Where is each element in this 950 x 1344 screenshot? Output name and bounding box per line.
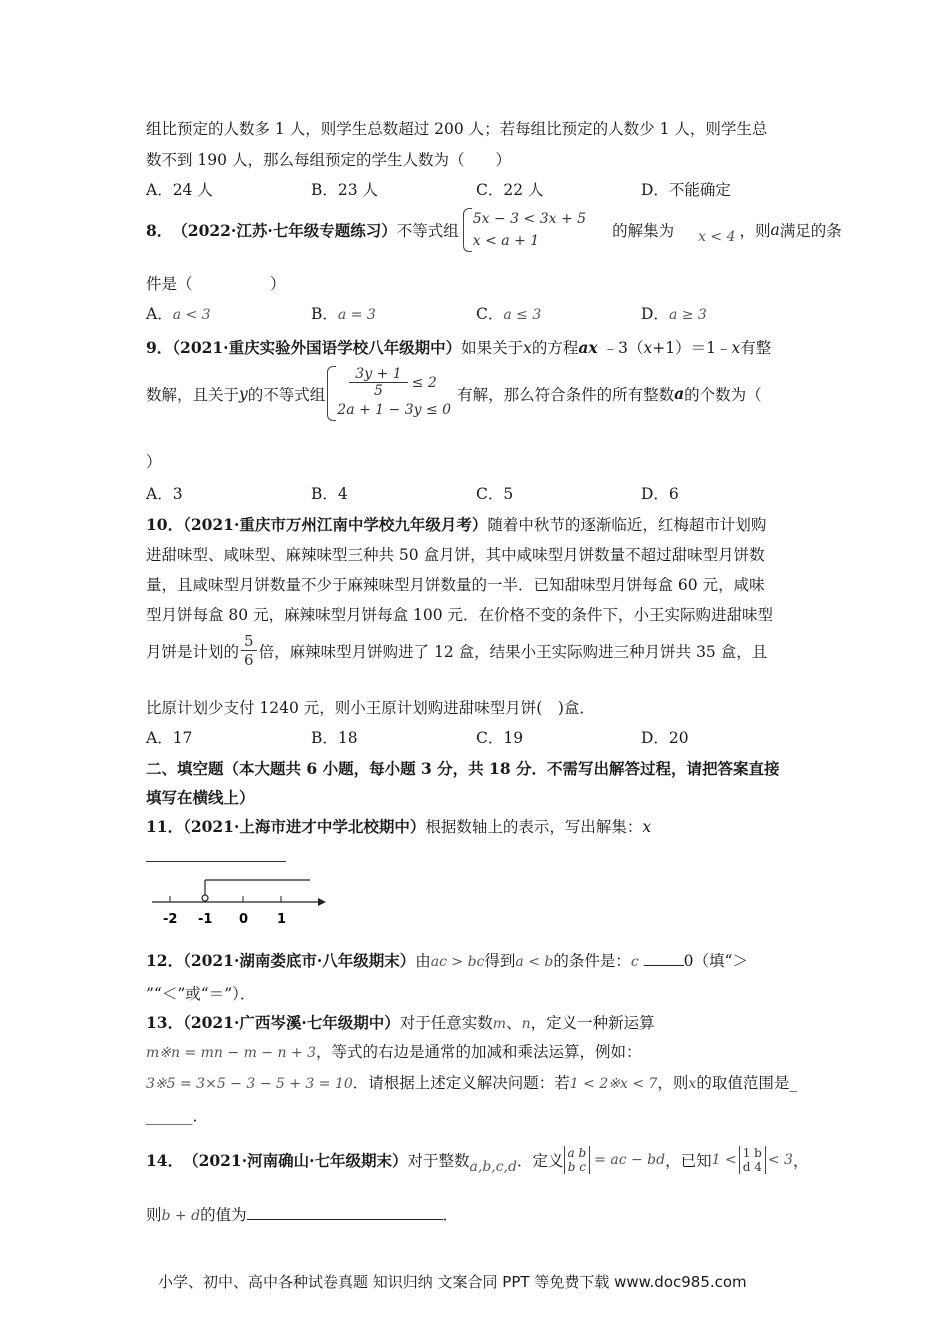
q11-tick-label: 1 <box>277 912 287 927</box>
q14-determinant: a b b c <box>564 1146 591 1174</box>
q8-stem <box>146 208 842 252</box>
q10-stem: 10．（2021·重庆市万州江南中学校九年级月考）随着中秋节的逐渐临近，红梅超市计划购 <box>146 515 767 534</box>
q9-source: （2021·重庆实验外国语学校八年级期中） <box>172 338 462 357</box>
q14-stem: 14． （2021·河南确山·七年级期末） 对于整数 a,b,c,d ．定义 a b b c = ac − bd ，已知 1 < 1 b d 4 < 3 ， <box>146 1146 809 1175</box>
q10-line3: 量，且咸味型月饼数量不少于麻辣味型月饼数量的一半．已知甜味型月饼每盒 60 元，咸味 <box>146 576 765 594</box>
q7-option-d: D．不能确定 <box>641 181 731 199</box>
q10-line4: 型月饼每盒 80 元，麻辣味型月饼每盒 100 元．在价格不变的条件下，小王实际购进甜味型 <box>146 606 774 624</box>
q8-source: （2022·江苏·七年级专题练习） <box>172 221 397 240</box>
q10-line5: 月饼是计划的 $\frac{5}{6}$ 倍，麻辣味型月饼购进了 12 盒，结果小王实际购进三种月饼共 35 盒，且 <box>146 632 768 669</box>
q11-tick-label: -1 <box>198 912 213 927</box>
q13-line3: 3※5 = 3×5 − 3 − 5 + 3 = 10．请根据上述定义解决问题：若1 < 2※x < 7，则x的取值范围是_ <box>146 1074 798 1092</box>
q8-line2: 件是（ ） <box>146 275 286 293</box>
q11-stem: 11．（2021·上海市进才中学北校期中）根据数轴上的表示，写出解集：x <box>146 817 652 836</box>
q10-line2: 进甜味型、咸味型、麻辣味型三种共 50 盒月饼，其中咸味型月饼数量不超过甜味型月饼数 <box>146 546 765 564</box>
q13-line2: m※n = mn − m − n + 3，等式的右边是通常的加减和乘法运算，例如： <box>146 1043 642 1061</box>
q10-option-c: C．19 <box>476 729 524 747</box>
q11-number-line <box>146 872 326 928</box>
q9-line3: ） <box>146 453 162 471</box>
q9-number: 9． <box>146 338 173 357</box>
q12-stem: 12．（2021·湖南娄底市·八年级期末）由ac > bc得到a < b的条件是：c 0（填“＞ <box>146 951 748 970</box>
q8-text: 的解集为 <box>612 222 675 240</box>
q11-tick-label: -2 <box>163 912 178 927</box>
q8-solution: x < 4 <box>698 229 736 245</box>
q8-text: ，则 <box>739 222 771 240</box>
page-footer: 小学、初中、高中各种试卷真题 知识归纳 文案合同 PPT 等免费下载 www.doc985.com <box>158 1273 747 1291</box>
q7-option-c: C．22 人 <box>476 181 544 199</box>
q10-option-b: B．18 <box>311 729 358 747</box>
q10-option-a: A．17 <box>146 729 193 747</box>
q8-ineq-2: x < a + 1 <box>472 233 540 249</box>
q8-text: 满足的条 <box>779 222 842 240</box>
q7-line1: 组比预定的人数多 1 人，则学生总数超过 200 人；若每组比预定的人数少 1 人，则学生总 <box>146 120 768 138</box>
q10-option-d: D．20 <box>641 729 689 747</box>
q9-option-c: C．5 <box>476 485 514 503</box>
q8-number: 8． <box>146 221 173 240</box>
q8-inequality-system <box>463 208 586 252</box>
q9-stem: 9．（2021·重庆实验外国语学校八年级期中）如果关于x的方程ax ﹣3（x+1）＝1﹣x有整 <box>146 338 772 357</box>
q11-tick-label: 0 <box>239 912 249 927</box>
q13-stem: 13．（2021·广西岑溪·七年级期中）对于任意实数m、n，定义一种新运算 <box>146 1013 655 1032</box>
q14-line2: 则b + d的值为 ． <box>146 1206 459 1224</box>
q8-ineq-1: 5x − 3 < 3x + 5 <box>472 211 587 227</box>
q12-line2: ”“＜”或“＝”）． <box>146 985 256 1003</box>
q8-option-d: D．a ≥ 3 <box>641 305 707 323</box>
q13-line4: ______． <box>146 1107 209 1125</box>
q14-blank <box>247 1218 443 1220</box>
section2-heading: 二、填空题（本大题共 6 小题，每小题 3 分，共 18 分．不需写出解答过程，请把答案直接 <box>146 759 780 778</box>
section2-heading-line2: 填写在横线上） <box>146 788 255 807</box>
q9-inequality-system: $\frac{3y + 1}{5}$ ≤ 2 2a + 1 − 3y ≤ 0 <box>327 366 451 421</box>
q10-line6: 比原计划少支付 1240 元，则小王原计划购进甜味型月饼( )盒． <box>146 699 595 717</box>
q11-answer-line <box>146 861 286 862</box>
q9-line2: 数解，且关于 y 的不等式组 $\frac{3y + 1}{5}$ ≤ 2 2a + 1 − 3y ≤ 0 有解，那么符合条件的所有整数 a 的个数为（ <box>146 366 762 421</box>
q7-line2: 数不到 190 人，那么每组预定的学生人数为（ ） <box>146 151 511 169</box>
q12-blank <box>644 964 684 966</box>
q7-option-a: A．24 人 <box>146 181 213 199</box>
q8-var: a <box>770 221 780 239</box>
q9-option-d: D．6 <box>641 485 679 503</box>
q7-option-b: B．23 人 <box>311 181 379 199</box>
q8-text: 不等式组 <box>396 222 459 240</box>
q8-option-c: C．a ≤ 3 <box>476 305 542 323</box>
q9-option-b: B．4 <box>311 485 348 503</box>
q9-option-a: A．3 <box>146 485 183 503</box>
q14-determinant-given: 1 b d 4 <box>739 1146 766 1174</box>
q8-option-a: A．a < 3 <box>146 305 211 323</box>
q8-option-b: B．a = 3 <box>311 305 376 323</box>
